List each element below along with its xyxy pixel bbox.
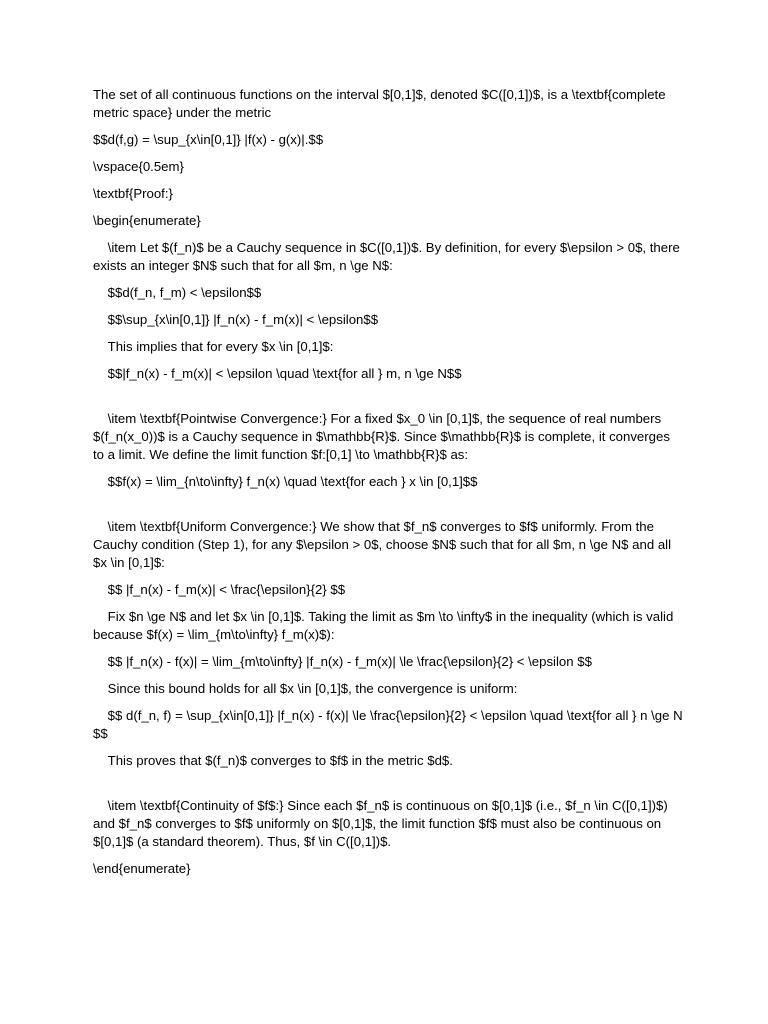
intro-paragraph: The set of all continuous functions on the interval $[0,1]$, denoted $C([0,1])$, is a \textbf{complete metric space} under the metric [93,87,670,120]
half-epsilon-equation: $$ |f_n(x) - f_m(x)| < \frac{\epsilon}{2} $$ [93,582,346,597]
item-pointwise-convergence: \item \textbf{Pointwise Convergence:} For a fixed $x_0 \in [0,1]$, the sequence of real numbers $(f_n(x_0))$ is a Cauchy sequence in $\mathbb{R}$. Since $\mathbb{R}$ is complete, it converges to a limit. We define the limit function $f:[0,1] \to \mathbb{R}$ as: [93,411,674,462]
blank-line [93,500,683,518]
cauchy-sup-equation: $$\sup_{x\in[0,1]} |f_n(x) - f_m(x)| < \epsilon$$ [93,312,379,327]
metric-equation: $$d(f,g) = \sup_{x\in[0,1]} |f(x) - g(x)|.$$ [93,132,324,147]
begin-enumerate: \begin{enumerate} [93,213,201,228]
proof-heading: \textbf{Proof:} [93,186,173,201]
limit-bound-equation: $$ |f_n(x) - f(x)| = \lim_{m\to\infty} |f_n(x) - f_m(x)| \le \frac{\epsilon}{2} < \epsilon $$ [93,654,592,669]
item-continuity: \item \textbf{Continuity of $f$:} Since each $f_n$ is continuous on $[0,1]$ (i.e., $f_n \in C([0,1])$) and $f_n$ converges to $f$ uniformly on $[0,1]$, the limit function $f$ must also be continuous on $[0,1]$ (a standard theorem). Thus, $f \in C([0,1])$. [93,798,672,849]
item-cauchy-sequence: \item Let $(f_n)$ be a Cauchy sequence in $C([0,1])$. By definition, for every $\epsilon > 0$, there exists an integer $N$ such that for all $m, n \ge N$: [93,240,684,273]
blank-line [93,392,683,410]
cauchy-metric-equation: $$d(f_n, f_m) < \epsilon$$ [93,285,262,300]
limit-function-equation: $$f(x) = \lim_{n\to\infty} f_n(x) \quad \text{for each } x \in [0,1]$$ [93,474,478,489]
implies-line: This implies that for every $x \in [0,1]$: [93,339,334,354]
item-uniform-convergence: \item \textbf{Uniform Convergence:} We show that $f_n$ converges to $f$ uniformly. From the Cauchy condition (Step 1), for any $\epsilon > 0$, choose $N$ such that for all $m, n \ge N$ and all $x \in [0,1]$: [93,519,675,570]
pointwise-cauchy-equation: $$|f_n(x) - f_m(x)| < \epsilon \quad \text{for all } m, n \ge N$$ [93,366,462,381]
end-enumerate: \end{enumerate} [93,861,191,876]
blank-line [93,779,683,797]
fix-n-paragraph: Fix $n \ge N$ and let $x \in [0,1]$. Taking the limit as $m \to \infty$ in the inequality (which is valid because $f(x) = \lim_{m\to\infty} f_m(x)$): [93,609,677,642]
uniform-metric-equation: $$ d(f_n, f) = \sup_{x\in[0,1]} |f_n(x) - f(x)| \le \frac{\epsilon}{2} < \epsilon \quad \text{for all } n \ge N $$ [93,708,687,741]
uniform-line: Since this bound holds for all $x \in [0,1]$, the convergence is uniform: [93,681,518,696]
document-body [93,86,687,887]
proves-line: This proves that $(f_n)$ converges to $f$ in the metric $d$. [93,753,453,768]
vspace-line: \vspace{0.5em} [93,159,184,174]
